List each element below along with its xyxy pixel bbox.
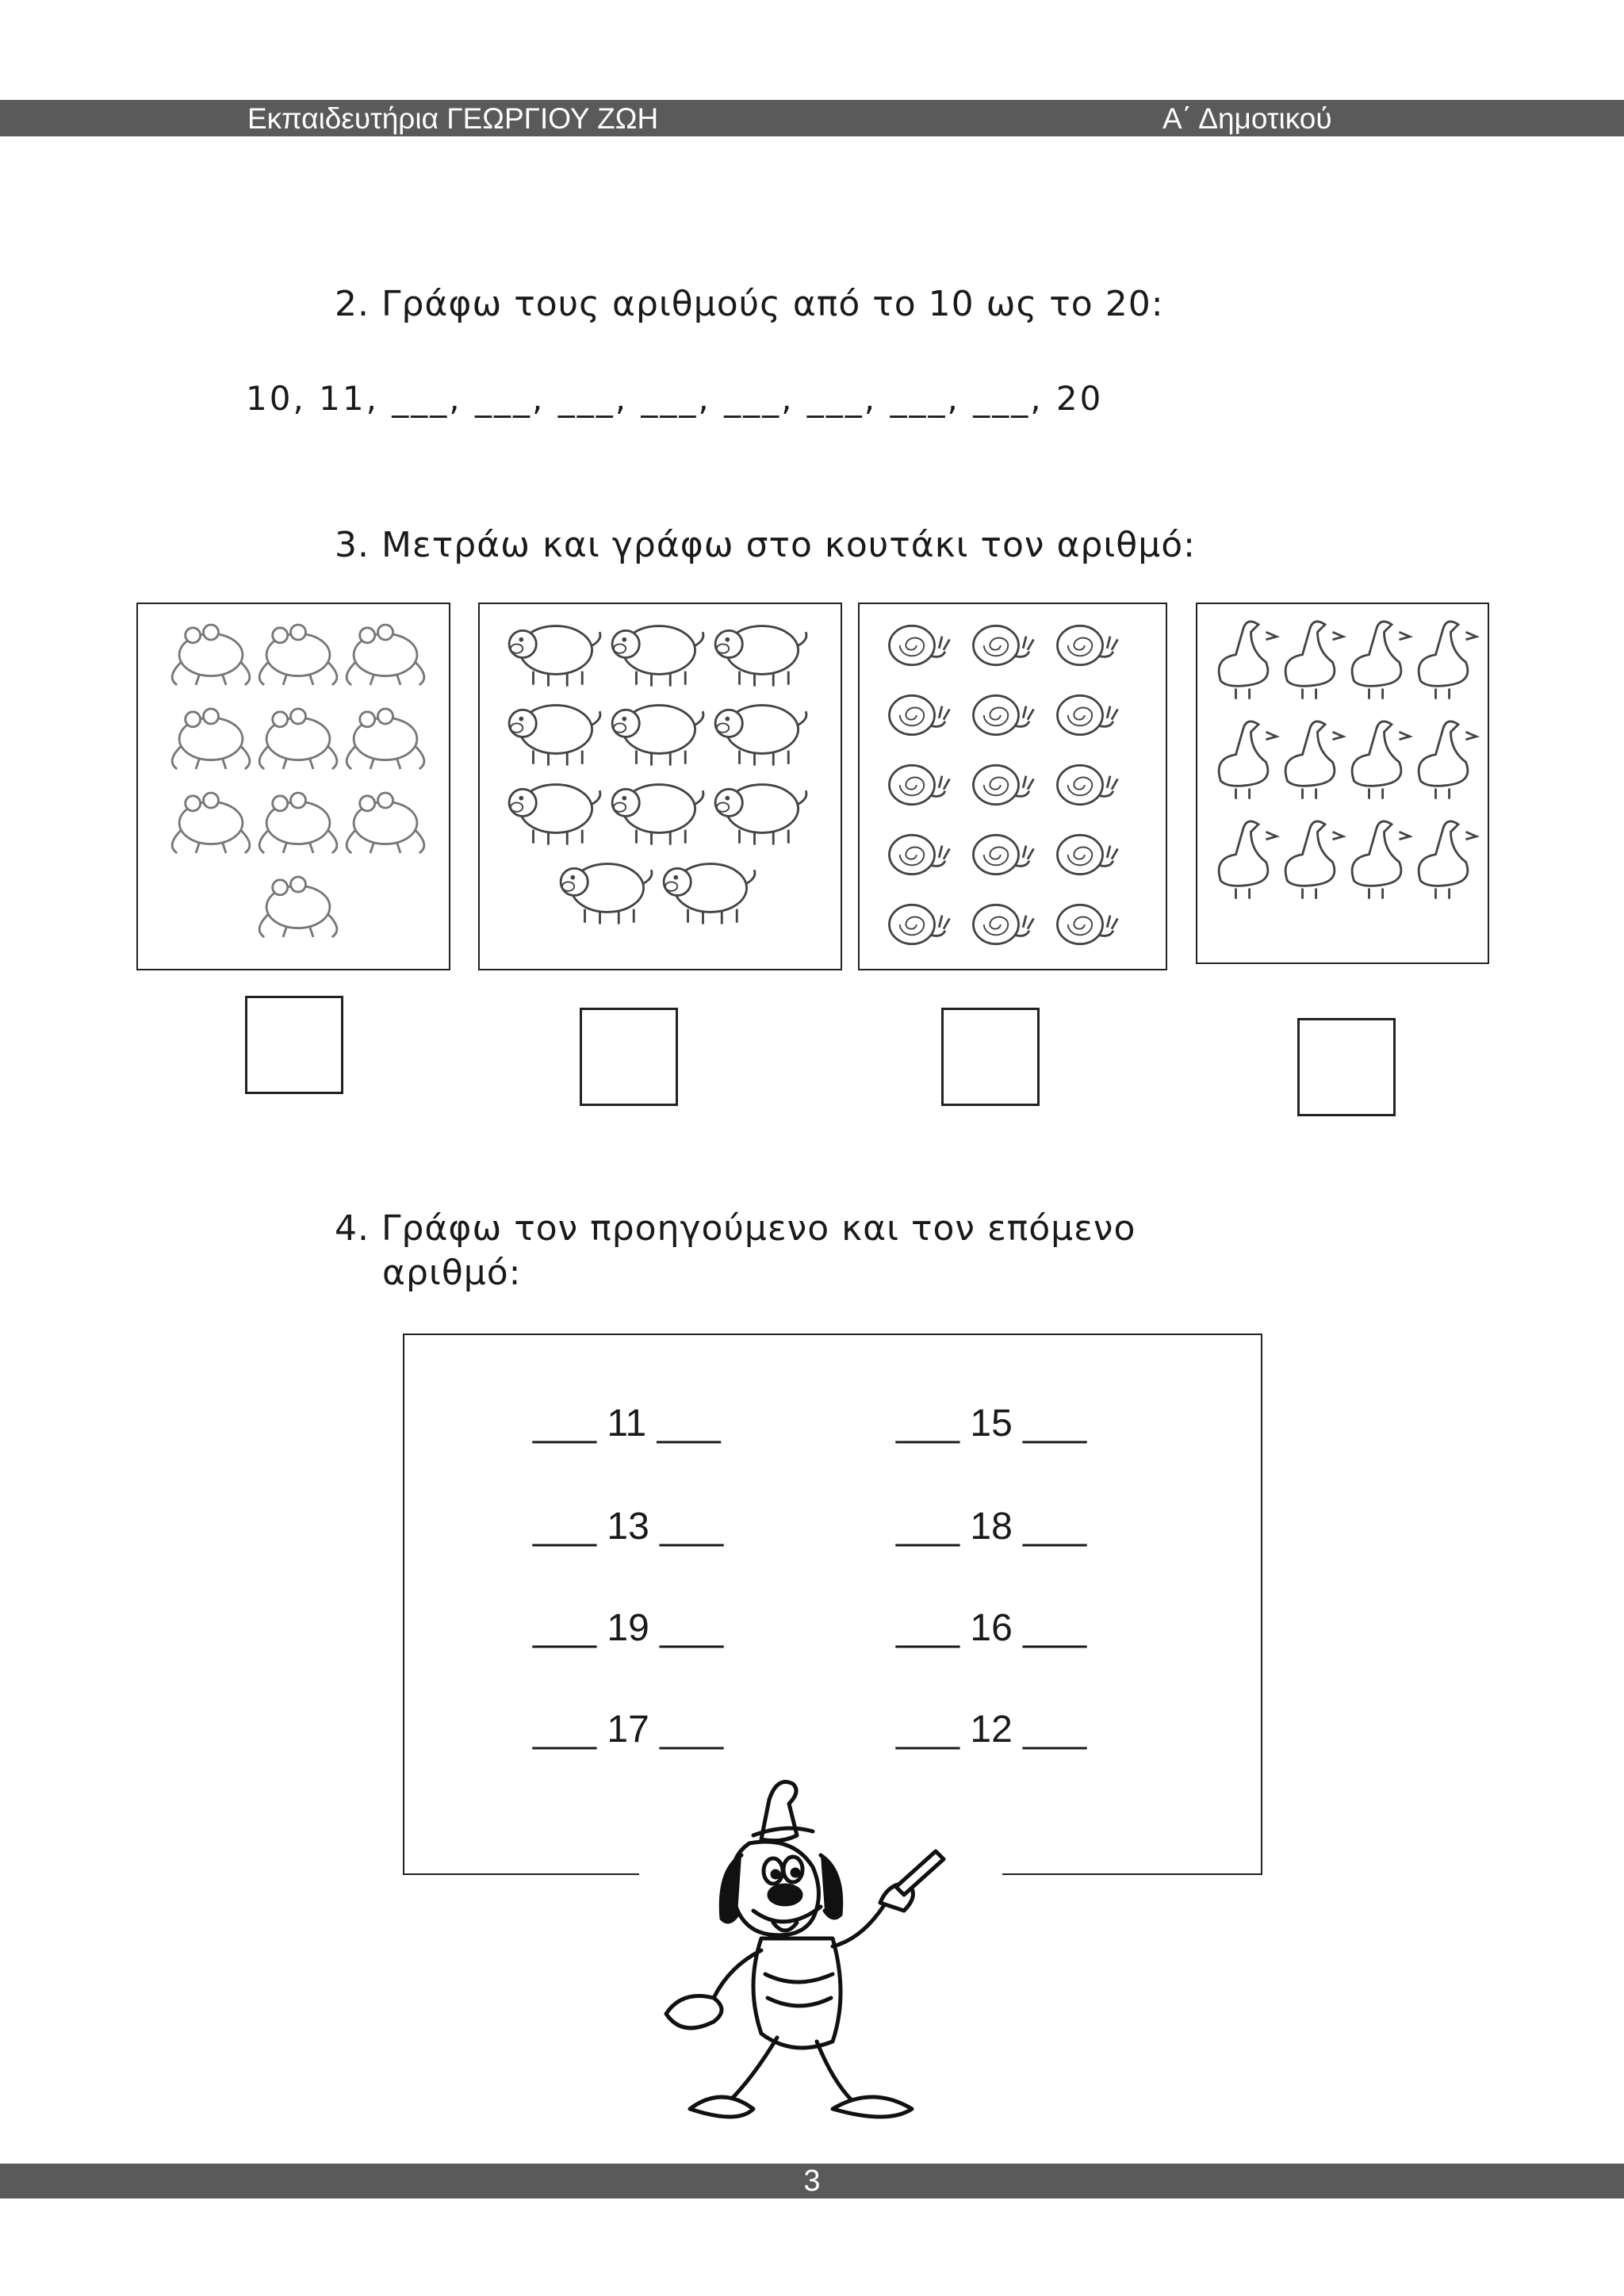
duck-icon: [1285, 721, 1343, 799]
duck-answer-box[interactable]: [1297, 1018, 1396, 1116]
duck-icon: [1285, 622, 1343, 699]
duck-icon: [1419, 622, 1477, 699]
pig-icon: [715, 626, 806, 687]
pig-icon: [612, 785, 703, 845]
exercise-3-title: 3. Μετράω και γράφω στο κουτάκι τον αριθμό:: [335, 525, 1196, 565]
pig-icon: [561, 864, 652, 924]
frog-icon: [172, 709, 250, 769]
footer-bar: [0, 2164, 1624, 2198]
duck-icon: [1219, 622, 1277, 699]
page-number: 3: [803, 2164, 821, 2198]
grade-label: Α΄ Δημοτικού: [1162, 102, 1332, 135]
duck-panel: [1196, 603, 1489, 964]
snail-group: [860, 604, 1166, 969]
pig-icon: [612, 706, 703, 766]
snail-icon: [974, 626, 1034, 664]
snail-icon: [974, 835, 1034, 874]
snail-icon: [1058, 835, 1118, 874]
frog-icon: [259, 793, 337, 853]
frog-icon: [347, 793, 424, 853]
frog-icon: [172, 625, 250, 685]
frog-icon: [347, 625, 424, 685]
snail-icon: [974, 695, 1034, 734]
school-name: Εκπαιδευτήρια ΓΕΩΡΓΙΟΥ ΖΩΗ: [247, 102, 659, 135]
pig-icon: [664, 864, 755, 924]
snail-icon: [890, 835, 950, 874]
pig-icon: [509, 785, 600, 845]
pig-icon: [715, 706, 806, 766]
neighbors-item[interactable]: ___ 16 ___: [896, 1607, 1087, 1649]
duck-icon: [1352, 721, 1410, 799]
neighbors-item[interactable]: ___ 19 ___: [533, 1607, 724, 1649]
frog-group: [138, 604, 449, 969]
duck-group: [1197, 604, 1488, 962]
frog-icon: [259, 709, 337, 769]
snail-icon: [1058, 905, 1118, 943]
neighbors-item[interactable]: ___ 11 ___: [533, 1402, 721, 1445]
duck-icon: [1352, 622, 1410, 699]
frog-answer-box[interactable]: [245, 996, 343, 1094]
snail-icon: [1058, 695, 1118, 734]
snail-icon: [1058, 626, 1118, 664]
pig-icon: [612, 626, 703, 687]
duck-icon: [1352, 821, 1410, 899]
pig-panel: [478, 603, 842, 970]
duck-icon: [1285, 821, 1343, 899]
neighbors-item[interactable]: ___ 18 ___: [896, 1506, 1087, 1548]
exercise-4-title-cont: αριθμό:: [382, 1253, 522, 1293]
frog-icon: [172, 793, 250, 853]
snail-icon: [974, 905, 1034, 943]
pig-answer-box[interactable]: [580, 1008, 678, 1106]
snail-icon: [1058, 765, 1118, 804]
neighbors-item[interactable]: ___ 15 ___: [896, 1402, 1087, 1445]
pig-icon: [509, 626, 600, 687]
snail-icon: [890, 905, 950, 943]
frog-panel: [136, 603, 450, 970]
snail-icon: [890, 765, 950, 804]
snail-icon: [890, 695, 950, 734]
pig-icon: [715, 785, 806, 845]
header-bar: [0, 100, 1624, 136]
pig-icon: [509, 706, 600, 766]
pig-group: [480, 604, 841, 969]
goofy-drawing: [634, 1768, 983, 2141]
snail-answer-box[interactable]: [941, 1008, 1040, 1106]
snail-icon: [890, 626, 950, 664]
duck-icon: [1219, 821, 1277, 899]
frog-icon: [259, 625, 337, 685]
neighbors-item[interactable]: ___ 13 ___: [533, 1506, 724, 1548]
frog-icon: [259, 877, 337, 937]
exercise-4-title: 4. Γράφω τον προηγούμενο και τον επόμενο: [335, 1208, 1136, 1249]
snail-panel: [858, 603, 1167, 970]
duck-icon: [1419, 721, 1477, 799]
number-sequence[interactable]: 10, 11, ___, ___, ___, ___, ___, ___, ___, ___, 20: [246, 379, 1104, 418]
frog-icon: [347, 709, 424, 769]
duck-icon: [1219, 721, 1277, 799]
snail-icon: [974, 765, 1034, 804]
neighbors-item[interactable]: ___ 12 ___: [896, 1709, 1087, 1751]
neighbors-item[interactable]: ___ 17 ___: [533, 1709, 724, 1751]
duck-icon: [1419, 821, 1477, 899]
exercise-2-title: 2. Γράφω τους αριθμούς από το 10 ως το 20:: [335, 284, 1164, 324]
